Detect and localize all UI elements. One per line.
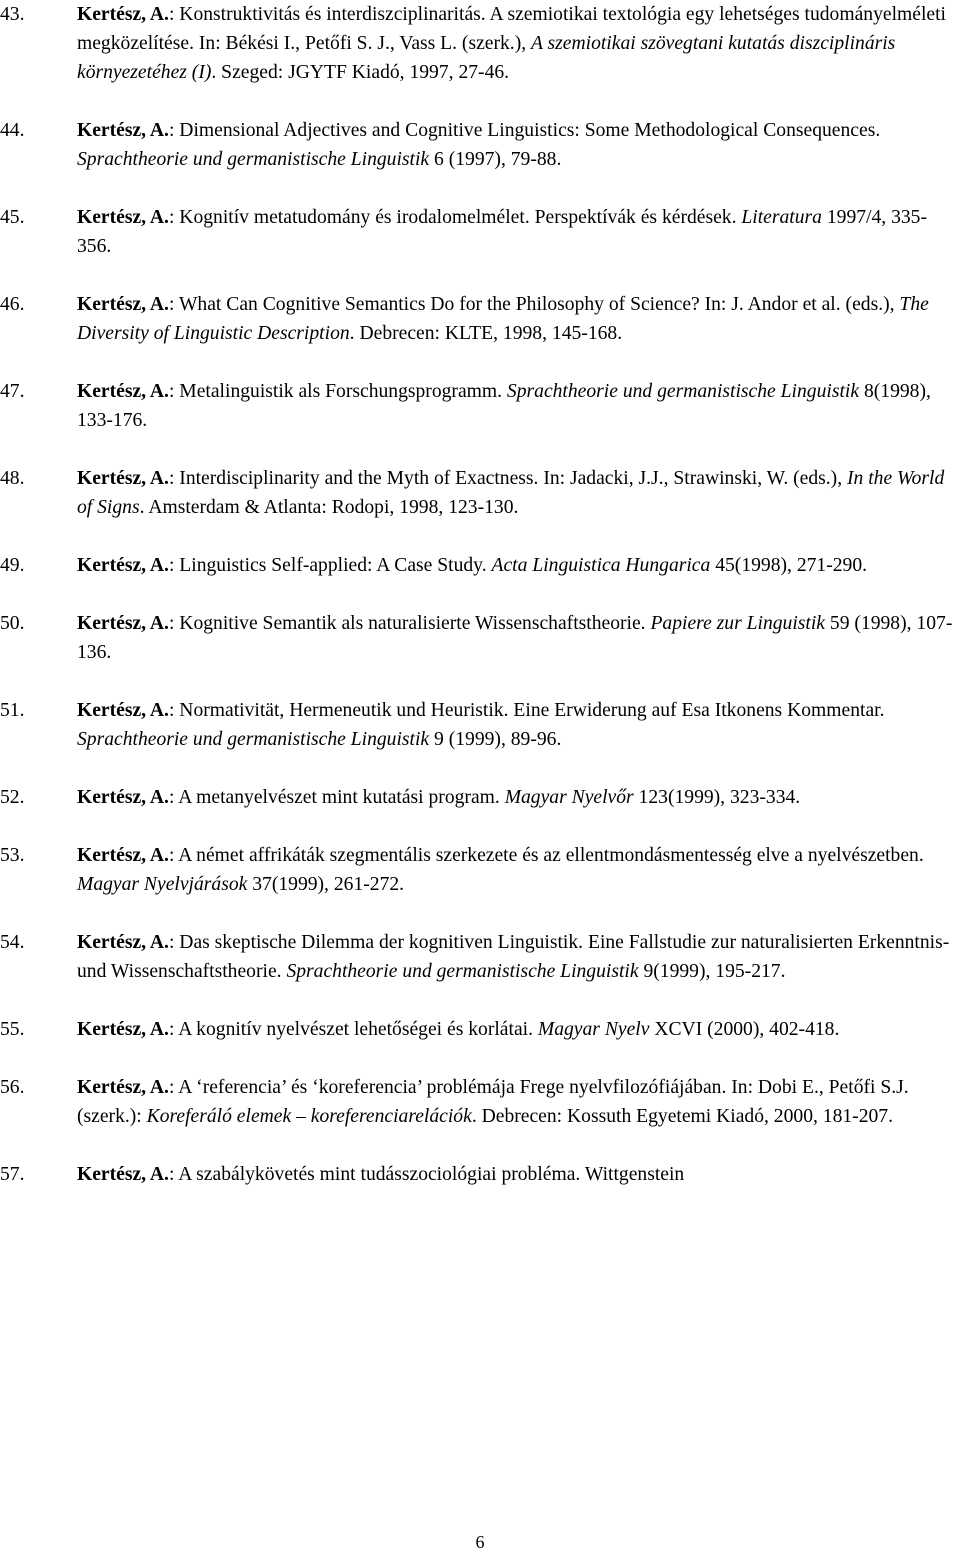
bibliography-entry (0, 377, 960, 435)
entry-number: 55. (0, 1019, 25, 1040)
entry-author: Kertész, A. (77, 4, 169, 25)
entry-text: 1997/4, 335-356. (77, 207, 928, 257)
entry-number: 48. (0, 468, 25, 489)
bibliography-entry (0, 609, 960, 667)
entry-number: 57. (0, 1164, 25, 1185)
entry-title-italic: A szemiotikai szövegtani kutatás diszciplináris környezetéhez (I) (77, 33, 896, 83)
bibliography-entry (0, 783, 960, 812)
entry-text: : A német affrikáták szegmentális szerkezete és az ellentmondásmentesség elve a nyelvészetben. (168, 845, 924, 866)
entry-text: : Linguistics Self-applied: A Case Study. (168, 555, 492, 576)
entry-text: 37(1999), 261-272. (247, 874, 405, 895)
entry-number: 47. (0, 381, 25, 402)
entry-title-italic: Acta Linguistica Hungarica (491, 555, 711, 576)
entry-number: 44. (0, 120, 25, 141)
entry-author: Kertész, A. (77, 1164, 169, 1185)
entry-text: : Kognitive Semantik als naturalisierte Wissenschaftstheorie. (168, 613, 651, 634)
entry-title-italic: In the World of Signs (77, 468, 945, 518)
entry-text: XCVI (2000), 402-418. (649, 1019, 840, 1040)
entry-text: 123(1999), 323-334. (633, 787, 801, 808)
entry-title-italic: Literatura (741, 207, 822, 228)
entry-text: : Konstruktivitás és interdiszciplinaritás. A szemiotikai textológia egy lehetséges tudományelméleti megközelítése. In: Békési I., Petőfi S. J., Vass L. (szerk.), (77, 4, 946, 54)
entry-number: 54. (0, 932, 25, 953)
entry-title-italic: Magyar Nyelv (537, 1019, 650, 1040)
bibliography-entry (0, 116, 960, 174)
bibliography-entry (0, 1160, 960, 1189)
entry-author: Kertész, A. (77, 700, 169, 721)
entry-title-italic: Magyar Nyelvőr (504, 787, 634, 808)
entry-author: Kertész, A. (77, 1077, 169, 1098)
bibliography-entry (0, 464, 960, 522)
entry-text: : Normativität, Hermeneutik und Heuristik. Eine Erwiderung auf Esa Itkonens Kommentar. (168, 700, 885, 721)
entry-text: : Kognitív metatudomány és irodalomelmélet. Perspektívák és kérdések. (168, 207, 742, 228)
entry-author: Kertész, A. (77, 932, 169, 953)
entry-title-italic: The Diversity of Linguistic Description (77, 294, 929, 344)
entry-author: Kertész, A. (77, 120, 169, 141)
entry-author: Kertész, A. (77, 845, 169, 866)
entry-title-italic: Magyar Nyelvjárások (77, 874, 248, 895)
entry-text: : A ‘referencia’ és ‘koreferencia’ problémája Frege nyelvfilozófiájában. In: Dobi E., Petőfi S.J. (szerk.): (77, 1077, 909, 1127)
entry-text: 8(1998), 133-176. (77, 381, 931, 431)
bibliography-entry (0, 551, 960, 580)
entry-author: Kertész, A. (77, 207, 169, 228)
page-number: 6 (475, 1532, 485, 1552)
bibliography-entry (0, 290, 960, 348)
entry-text: : What Can Cognitive Semantics Do for the Philosophy of Science? In: J. Andor et al. (eds.), (168, 294, 900, 315)
entry-text: : Dimensional Adjectives and Cognitive Linguistics: Some Methodological Consequences. (168, 120, 881, 141)
entry-title-italic: Koreferáló elemek – koreferenciarelációk (146, 1106, 472, 1127)
entry-number: 56. (0, 1077, 25, 1098)
entry-title-italic: Sprachtheorie und germanistische Linguistik (286, 961, 639, 982)
entry-author: Kertész, A. (77, 294, 169, 315)
entry-text: . Szeged: JGYTF Kiadó, 1997, 27-46. (211, 62, 510, 83)
bibliography-entry (0, 1015, 960, 1044)
entry-text: : A szabálykövetés mint tudásszociológiai probléma. Wittgenstein (168, 1164, 685, 1185)
entry-title-italic: Sprachtheorie und germanistische Linguistik (77, 729, 430, 750)
entry-text: 45(1998), 271-290. (710, 555, 868, 576)
bibliography-entry (0, 928, 960, 986)
entry-author: Kertész, A. (77, 787, 169, 808)
entry-title-italic: Sprachtheorie und germanistische Linguistik (506, 381, 860, 402)
entry-number: 52. (0, 787, 25, 808)
entry-text: 9(1999), 195-217. (638, 961, 786, 982)
entry-author: Kertész, A. (77, 555, 169, 576)
entry-text: 6 (1997), 79-88. (429, 149, 562, 170)
entry-text: 59 (1998), 107-136. (77, 613, 953, 663)
entry-author: Kertész, A. (77, 613, 169, 634)
entry-number: 50. (0, 613, 25, 634)
entry-text: 9 (1999), 89-96. (429, 729, 562, 750)
entry-text: : A kognitív nyelvészet lehetőségei és korlátai. (168, 1019, 538, 1040)
entry-number: 45. (0, 207, 25, 228)
bibliography-entry (0, 841, 960, 899)
entry-number: 43. (0, 4, 25, 25)
bibliography-entry (0, 696, 960, 754)
bibliography-entry (0, 203, 960, 261)
entry-text: . Debrecen: Kossuth Egyetemi Kiadó, 2000, 181-207. (471, 1106, 893, 1127)
entry-text: : A metanyelvészet mint kutatási program. (168, 787, 505, 808)
entry-number: 49. (0, 555, 25, 576)
entry-author: Kertész, A. (77, 1019, 169, 1040)
entry-title-italic: Sprachtheorie und germanistische Linguistik (77, 149, 430, 170)
bibliography-entry (0, 0, 960, 87)
entry-author: Kertész, A. (77, 468, 169, 489)
entry-text: : Metalinguistik als Forschungsprogramm. (168, 381, 507, 402)
entry-text: . Amsterdam & Atlanta: Rodopi, 1998, 123-130. (139, 497, 519, 518)
bibliography-entry (0, 1073, 960, 1131)
entry-text: : Interdisciplinarity and the Myth of Exactness. In: Jadacki, J.J., Strawinski, W. (eds.), (168, 468, 847, 489)
entry-text: : Das skeptische Dilemma der kognitiven Linguistik. Eine Fallstudie zur naturalisierten Erkenntnis- und Wissenschaftstheorie. (77, 932, 950, 982)
entry-number: 53. (0, 845, 25, 866)
entry-title-italic: Papiere zur Linguistik (650, 613, 825, 634)
entry-text: . Debrecen: KLTE, 1998, 145-168. (349, 323, 623, 344)
entry-number: 46. (0, 294, 25, 315)
entry-number: 51. (0, 700, 25, 721)
entry-author: Kertész, A. (77, 381, 169, 402)
